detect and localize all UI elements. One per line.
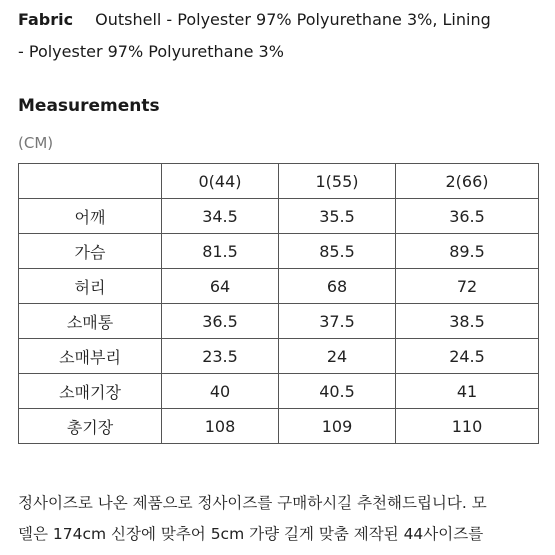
- header-cell: 1(55): [279, 164, 396, 199]
- fit-note: [18, 488, 548, 550]
- fabric-line-1: [18, 4, 548, 36]
- table-cell: 35.5: [279, 199, 396, 234]
- table-cell: 40: [162, 374, 279, 409]
- table-row: [19, 374, 539, 409]
- table-cell: 41: [396, 374, 539, 409]
- table-cell: 109: [279, 409, 396, 444]
- header-cell: 2(66): [396, 164, 539, 199]
- table-row: [19, 269, 539, 304]
- table-cell: 38.5: [396, 304, 539, 339]
- table-cell: 36.5: [396, 199, 539, 234]
- table-cell: 37.5: [279, 304, 396, 339]
- table-row: [19, 199, 539, 234]
- table-row: [19, 304, 539, 339]
- table-cell: 72: [396, 269, 539, 304]
- row-label: 소매기장: [19, 374, 162, 409]
- table-row: [19, 234, 539, 269]
- table-cell: 23.5: [162, 339, 279, 374]
- row-label: 소매통: [19, 304, 162, 339]
- table-cell: 89.5: [396, 234, 539, 269]
- table-header-row: [19, 164, 539, 199]
- measurements-unit: (CM): [18, 134, 54, 152]
- table-cell: 110: [396, 409, 539, 444]
- table-cell: 40.5: [279, 374, 396, 409]
- fabric-line-2: - Polyester 97% Polyurethane 3%: [18, 42, 284, 61]
- size-table: [18, 163, 539, 444]
- measurements-title: Measurements: [18, 96, 160, 116]
- fit-note-line-2: 델은 174cm 신장에 맞추어 5cm 가량 길게 맞춤 제작된 44사이즈를: [18, 525, 484, 543]
- table-cell: 108: [162, 409, 279, 444]
- header-cell: [19, 164, 162, 199]
- header-cell: 0(44): [162, 164, 279, 199]
- table-cell: 24.5: [396, 339, 539, 374]
- table-cell: 36.5: [162, 304, 279, 339]
- fabric-label: Fabric: [18, 10, 74, 29]
- table-cell: 68: [279, 269, 396, 304]
- table-row: [19, 409, 539, 444]
- fit-note-line-1: 정사이즈로 나온 제품으로 정사이즈를 구매하시길 추천해드립니다. 모: [18, 494, 487, 512]
- table-cell: 81.5: [162, 234, 279, 269]
- row-label: 어깨: [19, 199, 162, 234]
- table-row: [19, 339, 539, 374]
- table-cell: 85.5: [279, 234, 396, 269]
- table-cell: 34.5: [162, 199, 279, 234]
- fabric-composition: Outshell - Polyester 97% Polyurethane 3%, Lining: [95, 10, 491, 29]
- row-label: 허리: [19, 269, 162, 304]
- row-label: 가슴: [19, 234, 162, 269]
- row-label: 총기장: [19, 409, 162, 444]
- table-cell: 64: [162, 269, 279, 304]
- row-label: 소매부리: [19, 339, 162, 374]
- table-cell: 24: [279, 339, 396, 374]
- fabric-section: [18, 4, 548, 68]
